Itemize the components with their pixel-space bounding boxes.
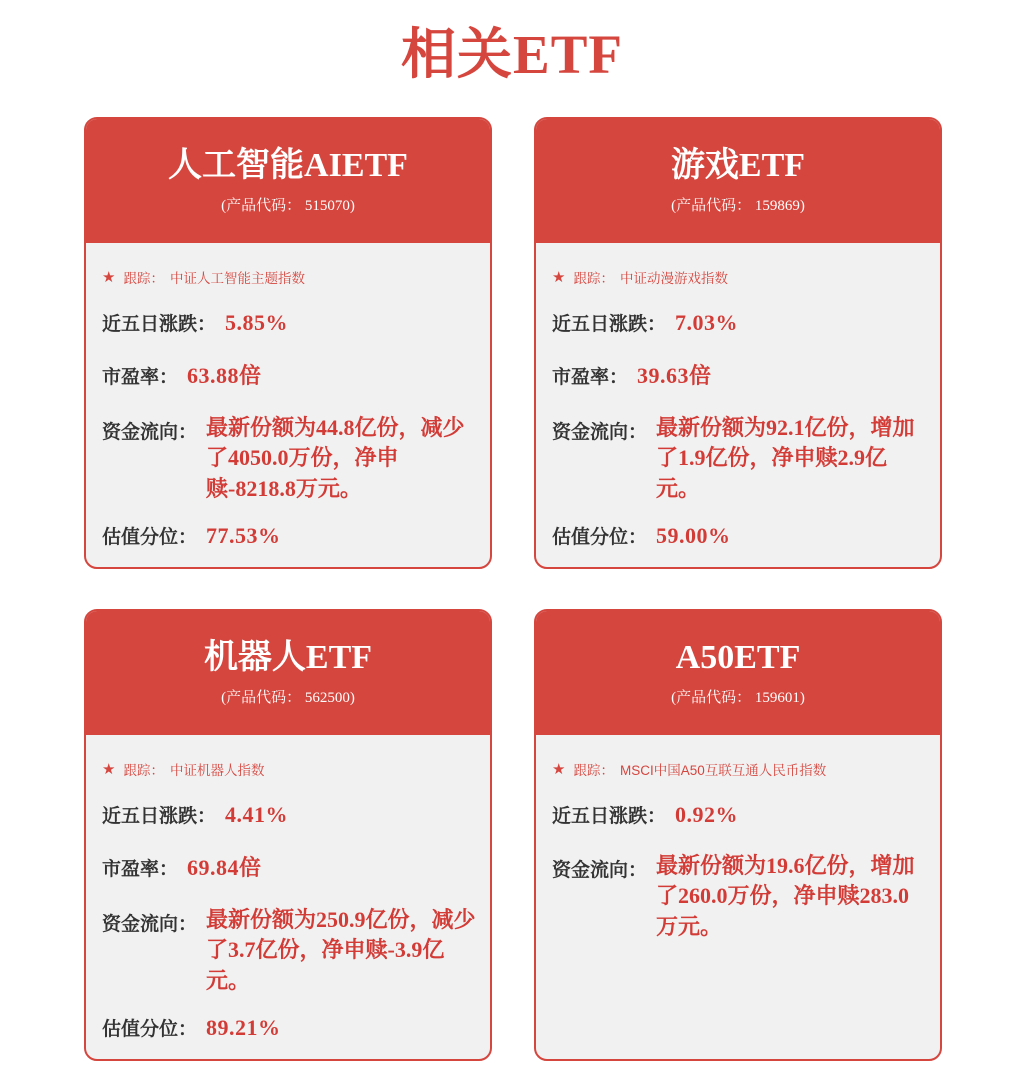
valuation-value: 89.21% (206, 1015, 281, 1041)
etf-product-code: (产品代码： 159869) (671, 198, 805, 215)
flow-row (552, 413, 926, 504)
flow-value: 最新份额为92.1亿份，增加了1.9亿份，净申赎2.9亿元。 (656, 415, 915, 501)
valuation-label: 估值分位： (552, 527, 648, 549)
track-label: 跟踪： (573, 763, 614, 778)
change5d-row (102, 309, 476, 336)
card-body (86, 735, 490, 1061)
valuation-value: 59.00% (656, 523, 731, 549)
flow-label: 资金流向： (552, 422, 648, 443)
valuation-row (552, 522, 926, 549)
star-icon: ★ (102, 760, 116, 778)
change5d-value: 4.41% (225, 802, 289, 827)
track-label: 跟踪： (573, 271, 614, 286)
pe-row (102, 359, 476, 390)
etf-card-robot (84, 609, 492, 1061)
pe-label: 市盈率： (102, 859, 179, 880)
change5d-row (102, 801, 476, 828)
track-row (102, 759, 476, 779)
flow-label: 资金流向： (552, 860, 648, 881)
card-header (536, 611, 940, 735)
change5d-label: 近五日涨跌： (102, 314, 217, 335)
change5d-row (552, 801, 926, 828)
valuation-row (102, 1014, 476, 1041)
change5d-row (552, 309, 926, 336)
track-row (102, 267, 476, 287)
change5d-label: 近五日涨跌： (552, 806, 667, 827)
etf-card-grid (84, 117, 942, 1061)
track-index-name: 中证动漫游戏指数 (619, 271, 728, 286)
etf-card-a50 (534, 609, 942, 1061)
etf-title: A50ETF (675, 638, 801, 676)
pe-row (552, 359, 926, 390)
valuation-row (102, 522, 476, 549)
valuation-value: 77.53% (206, 523, 281, 549)
valuation-label: 估值分位： (102, 1019, 198, 1041)
card-body (536, 243, 940, 569)
etf-card-ai (84, 117, 492, 569)
change5d-label: 近五日涨跌： (102, 806, 217, 827)
flow-row (102, 413, 476, 504)
pe-value: 69.84倍 (187, 855, 262, 880)
etf-title: 机器人ETF (203, 638, 373, 676)
etf-product-code: (产品代码： 159601) (671, 690, 805, 707)
etf-title: 人工智能AIETF (168, 146, 408, 184)
change5d-value: 7.03% (675, 310, 739, 335)
flow-label: 资金流向： (102, 914, 198, 935)
track-index-name: MSCI中国A50互联互通人民币指数 (619, 763, 827, 778)
flow-row (102, 905, 476, 996)
track-label: 跟踪： (123, 271, 164, 286)
etf-product-code: (产品代码： 515070) (221, 198, 355, 215)
star-icon: ★ (102, 268, 116, 286)
track-label: 跟踪： (123, 763, 164, 778)
change5d-value: 0.92% (675, 802, 739, 827)
flow-row (552, 851, 926, 942)
flow-label: 资金流向： (102, 422, 198, 443)
page-title: 相关ETF (401, 24, 623, 85)
card-header (86, 119, 490, 243)
card-header (86, 611, 490, 735)
etf-product-code: (产品代码： 562500) (221, 690, 355, 707)
change5d-label: 近五日涨跌： (552, 314, 667, 335)
track-row (552, 759, 926, 779)
pe-row (102, 851, 476, 882)
track-index-name: 中证人工智能主题指数 (169, 271, 305, 286)
track-index-name: 中证机器人指数 (169, 763, 265, 778)
card-body (536, 735, 940, 1059)
pe-label: 市盈率： (102, 367, 179, 388)
star-icon: ★ (552, 268, 566, 286)
track-row (552, 267, 926, 287)
card-body (86, 243, 490, 569)
pe-value: 39.63倍 (637, 363, 712, 388)
pe-value: 63.88倍 (187, 363, 262, 388)
flow-value: 最新份额为19.6亿份，增加了260.0万份，净申赎283.0万元。 (656, 853, 915, 939)
flow-value: 最新份额为44.8亿份，减少了4050.0万份，净申赎-8218.8万元。 (206, 415, 465, 501)
pe-label: 市盈率： (552, 367, 629, 388)
flow-value: 最新份额为250.9亿份，减少了3.7亿份，净申赎-3.9亿元。 (206, 907, 476, 993)
card-header (536, 119, 940, 243)
valuation-label: 估值分位： (102, 527, 198, 549)
star-icon: ★ (552, 760, 566, 778)
etf-title: 游戏ETF (670, 146, 806, 184)
change5d-value: 5.85% (225, 310, 289, 335)
etf-card-game (534, 117, 942, 569)
